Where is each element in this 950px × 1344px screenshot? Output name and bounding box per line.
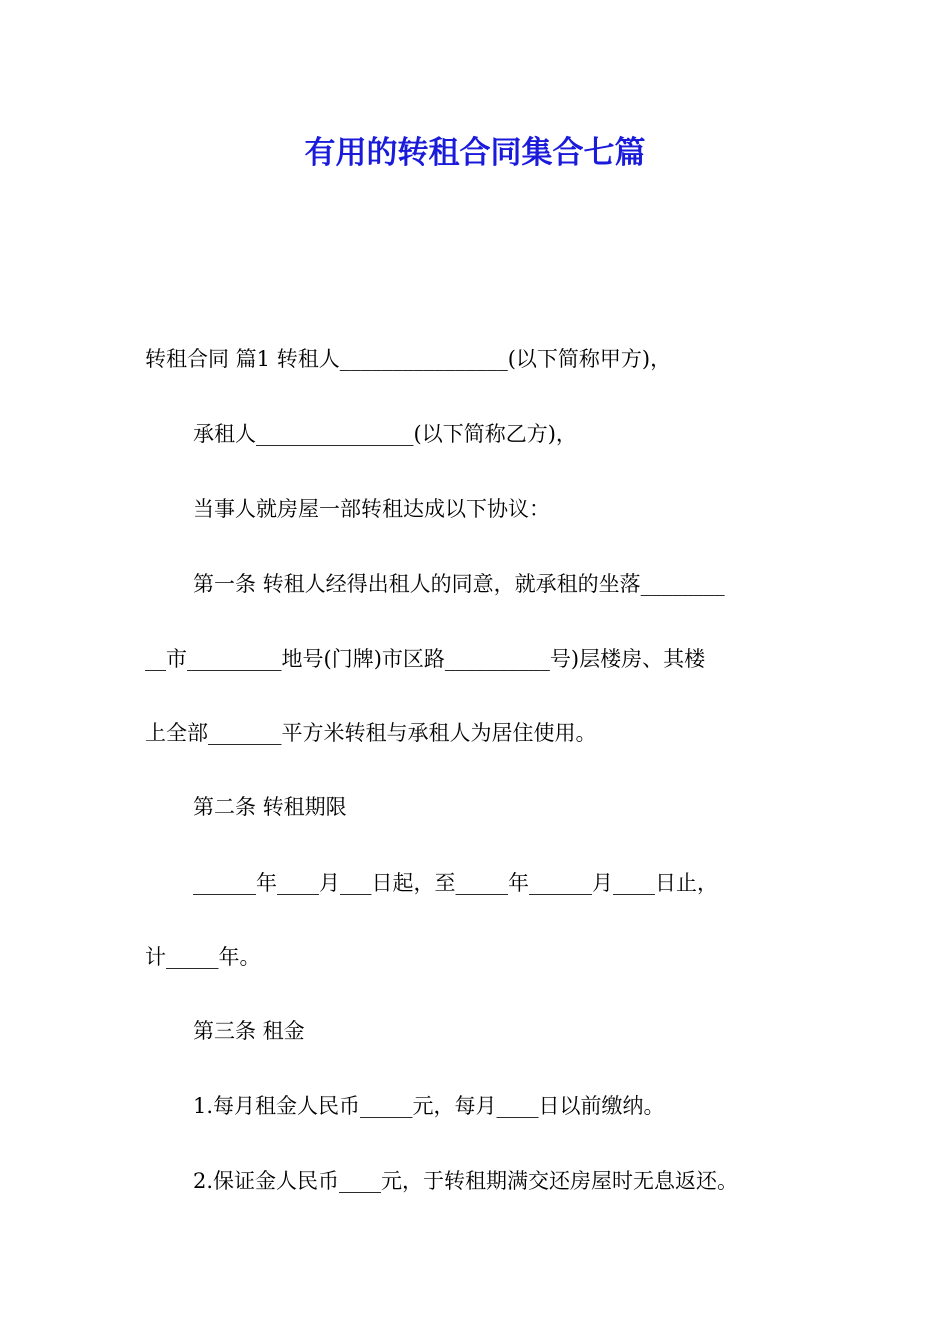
agreement-line: 当事人就房屋一部转租达成以下协议：	[193, 497, 550, 521]
rent-item-1: 1.每月租金人民币_____元，每月____日以前缴纳。	[193, 1094, 665, 1118]
article-three-heading: 第三条 租金	[193, 1019, 305, 1043]
term-dates-line: ______年____月___日起，至_____年______月____日止，	[193, 871, 718, 895]
article-two-heading: 第二条 转租期限	[193, 795, 347, 819]
document-title: 有用的转租合同集合七篇	[304, 135, 646, 171]
lessee-line: 承租人_______________(以下简称乙方)，	[193, 422, 577, 446]
contract-intro-line: 转租合同 篇1 转租人________________(以下简称甲方)，	[145, 347, 672, 371]
term-total-line: 计_____年。	[145, 945, 261, 969]
article-one-line-3: 上全部_______平方米转租与承租人为居住使用。	[145, 721, 597, 745]
article-one-line-2: __市_________地号(门牌)市区路__________号)层楼房、其楼	[145, 647, 706, 671]
rent-item-2: 2.保证金人民币____元，于转租期满交还房屋时无息返还。	[193, 1169, 739, 1193]
article-one-line-1: 第一条 转租人经得出租人的同意，就承租的坐落________	[193, 572, 725, 596]
